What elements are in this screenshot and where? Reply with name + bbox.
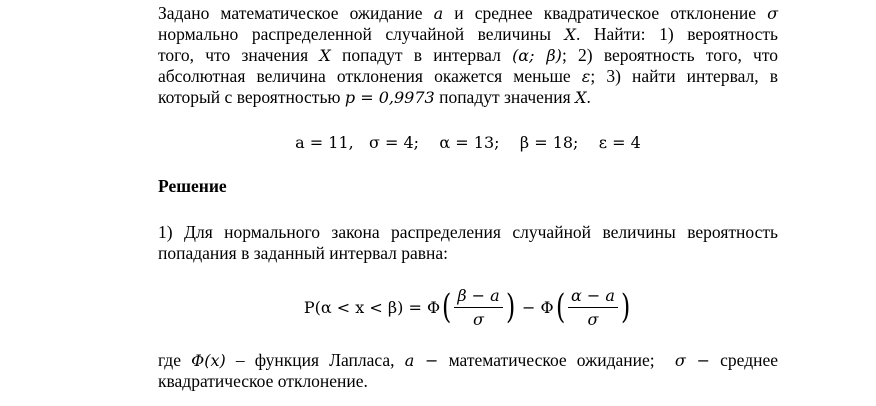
solution-paragraph-1 bbox=[158, 222, 778, 264]
solution-line-1: 1) Для нормального закона распределения случайной величины вероятность bbox=[158, 222, 778, 242]
formula-minus: − Φ bbox=[516, 297, 554, 317]
fraction-2 bbox=[568, 286, 618, 329]
solution-line-2: попадания в заданный интервал равна: bbox=[158, 243, 449, 263]
solution-paragraph-2 bbox=[158, 350, 778, 392]
solution-line-3: где Φ(x) – функция Лапласа, a − математическое ожидание; σ − среднее bbox=[158, 350, 779, 370]
problem-line-2: нормально распределенной случайной величины X. Найти: 1) вероятность bbox=[158, 24, 778, 44]
problem-line-5: который с вероятностью p = 0,9973 попадут значения X. bbox=[158, 87, 591, 107]
given-values: a = 11, σ = 4; α = 13; β = 18; ε = 4 bbox=[295, 133, 641, 152]
problem-statement bbox=[158, 3, 778, 108]
fraction-2-numerator: α − a bbox=[568, 286, 618, 308]
solution-line-4: квадратическое отклонение. bbox=[158, 371, 368, 391]
problem-line-3: того, что значения X попадут в интервал (α; β); 2) вероятность того, что bbox=[158, 45, 779, 65]
problem-line-1: Задано математическое ожидание a и среднее квадратическое отклонение σ bbox=[158, 3, 779, 23]
solution-heading: Решение bbox=[158, 176, 227, 196]
problem-line-4: абсолютная величина отклонения окажется меньше ε; 3) найти интервал, в bbox=[158, 66, 778, 86]
fraction-1-denominator: σ bbox=[473, 309, 484, 329]
fraction-1 bbox=[454, 286, 502, 329]
formula-lhs: P(α < x < β) = Φ bbox=[303, 297, 441, 317]
probability-formula: P(α < x < β) = Φ ( $\frac{\beta - a}{\sigma}$ ) − Φ ( $\frac{\alpha - a}{\sigma}$ ) bbox=[303, 285, 631, 329]
fraction-2-denominator: σ bbox=[587, 309, 599, 329]
fraction-1-numerator: β − a bbox=[454, 286, 502, 308]
